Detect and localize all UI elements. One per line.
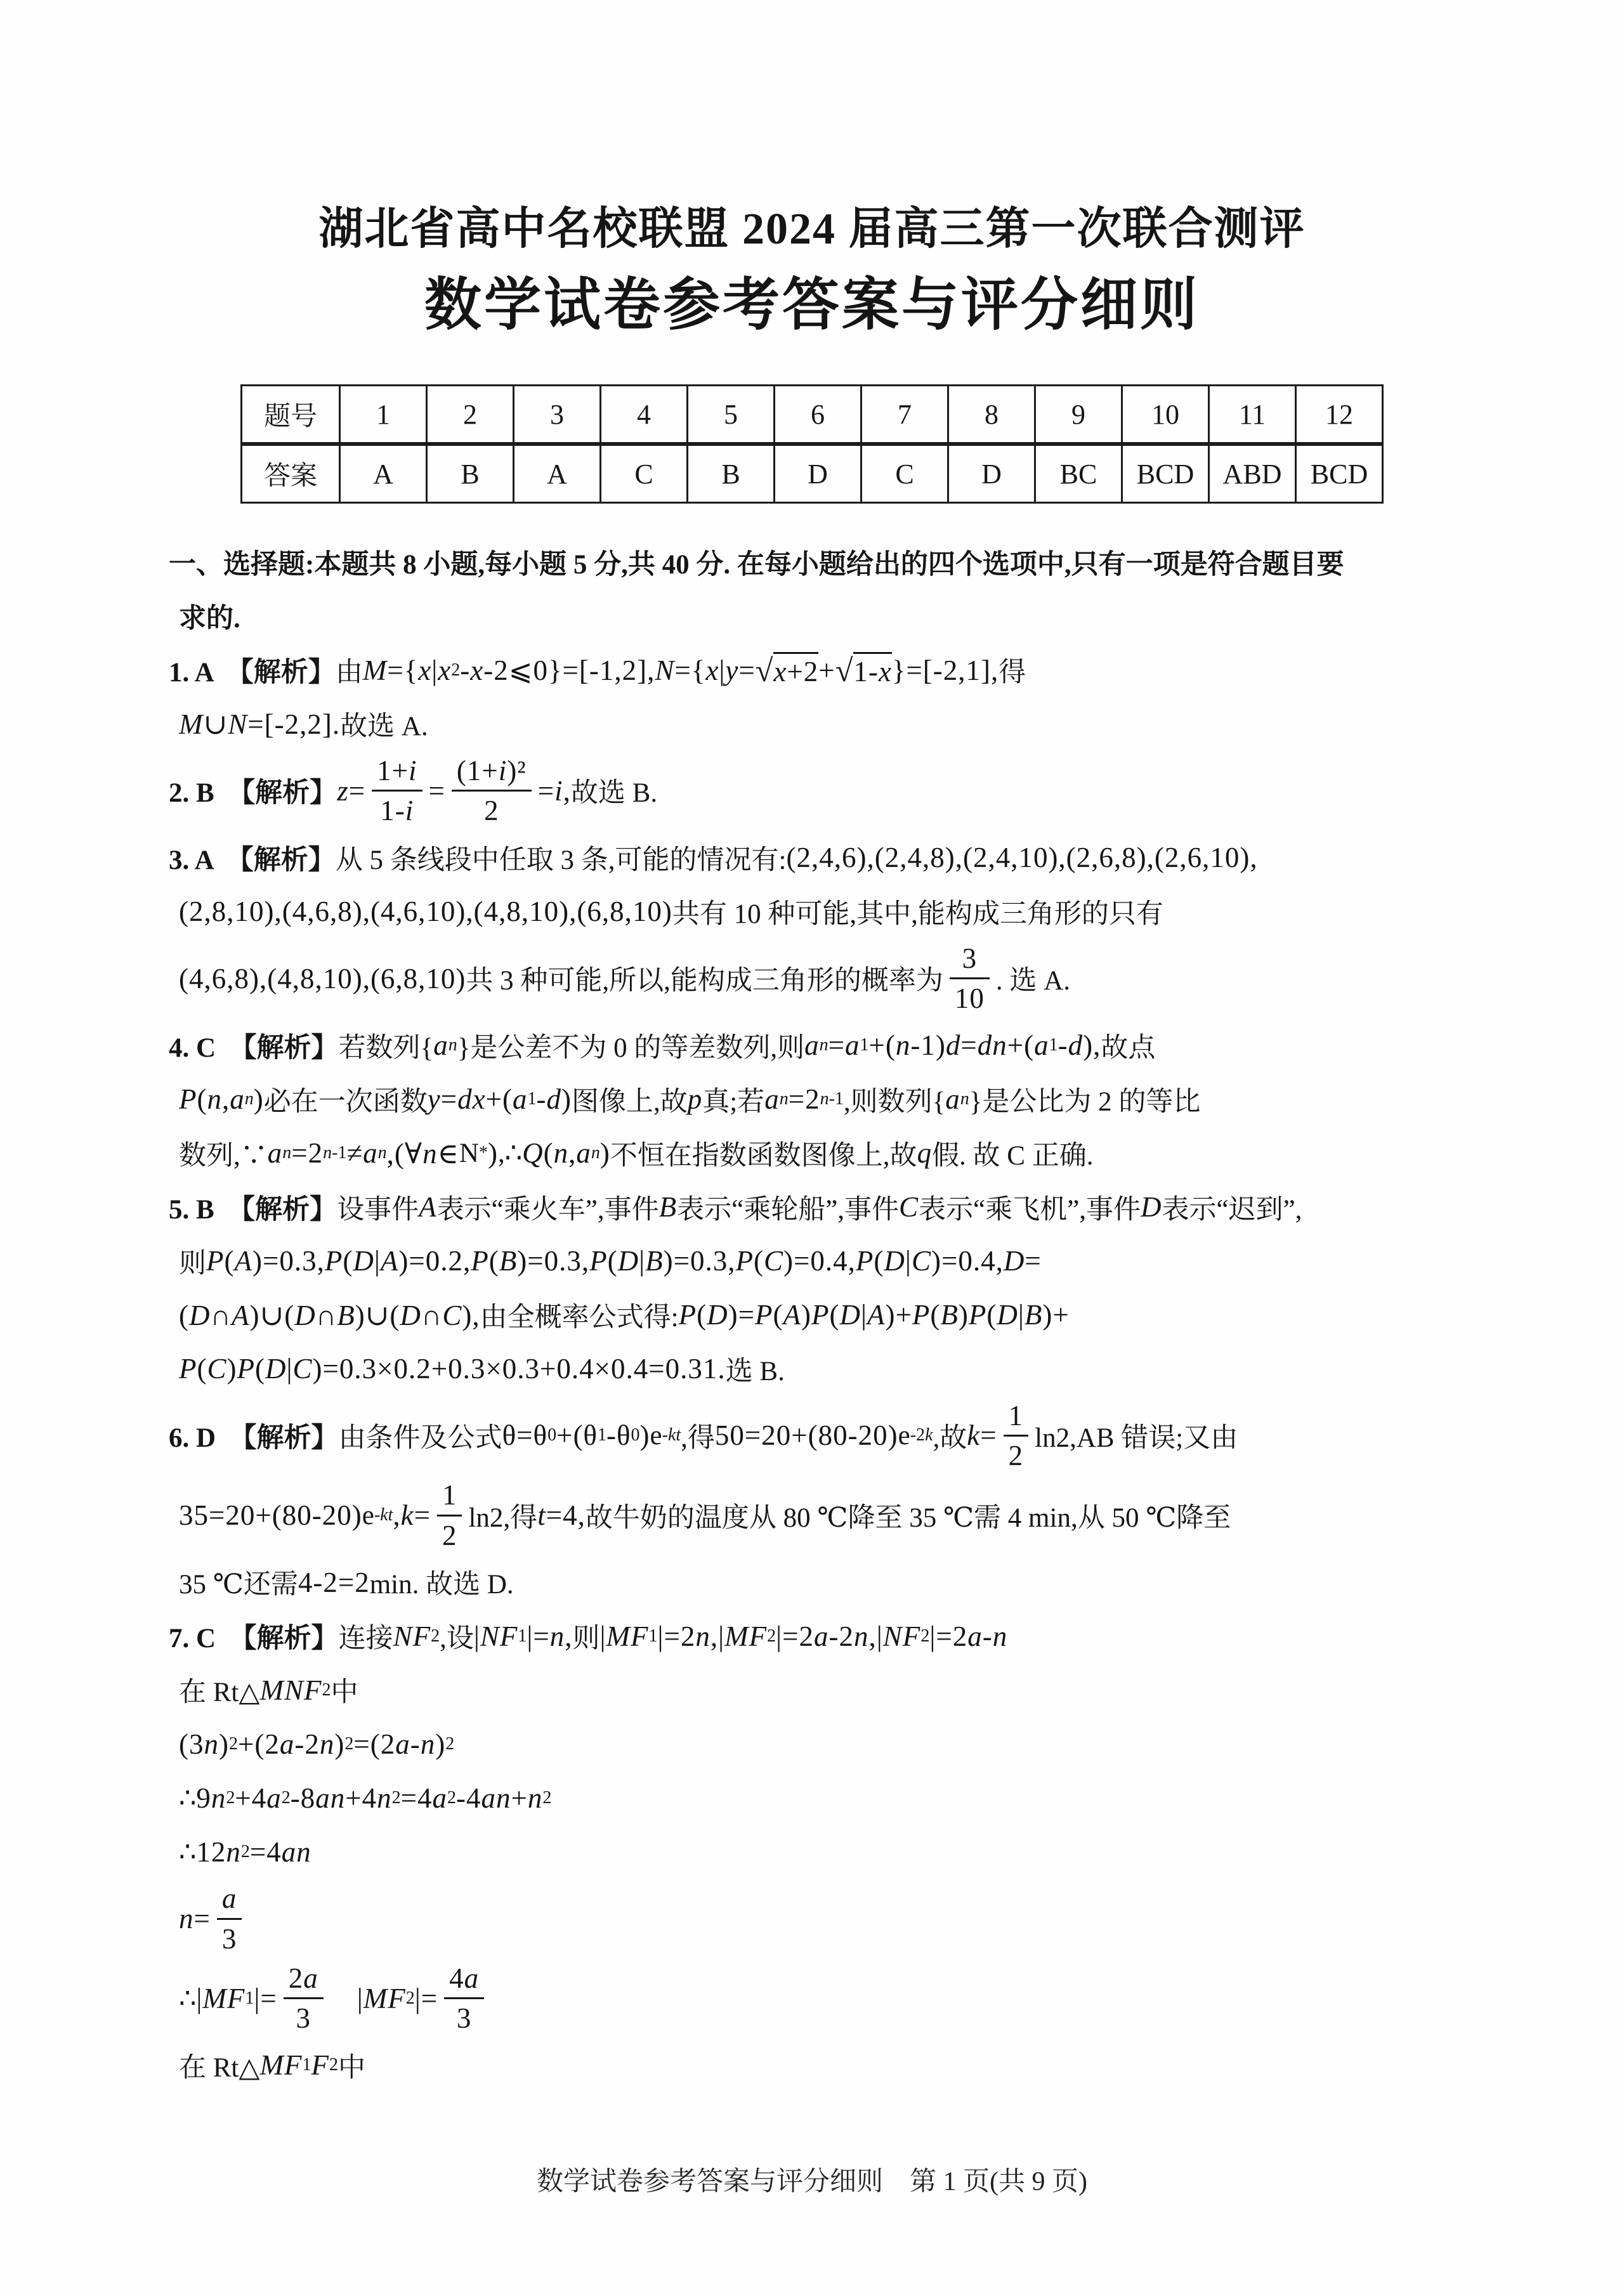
- solution-line: 7. C 【解析】 连接 NF 2 ,设 |NF 1 |=n, 则 |MF 1 |=2n,|MF 2 |=2a-2n,|NF 2 |=2a-n: [169, 1609, 1491, 1663]
- math: -θ: [606, 1419, 631, 1452]
- math: -8an+4n: [290, 1782, 392, 1814]
- math: (3n): [179, 1728, 229, 1760]
- question-number-cell: 3: [514, 386, 601, 445]
- question-number-cell: 11: [1209, 386, 1296, 445]
- math: =2: [788, 1083, 820, 1116]
- bold-text: 一、选择题:本题共 8 小题,每小题 5 分,共 40 分. 在每小题给出的四个选项中,只有一项是符合题目要: [169, 550, 1344, 580]
- math: ): [599, 1137, 610, 1170]
- solution-line: ∴ 9n 2 +4a 2 -8an+4n 2 =4a 2 -4an+n 2: [179, 1782, 552, 1814]
- text: 中: [337, 2052, 365, 2083]
- page-subtitle: 数学试卷参考答案与评分细则: [424, 274, 1200, 337]
- question-number-cell: 6: [775, 386, 861, 445]
- text: 必在一次函数: [263, 1086, 428, 1117]
- math: |=2n,|MF: [657, 1620, 768, 1652]
- text: 连接: [338, 1624, 393, 1654]
- bold-text: 求的.: [179, 604, 240, 634]
- text: ,故: [933, 1423, 967, 1453]
- text: 从 5 条线段中任取 3 条,可能的情况有:: [335, 845, 787, 875]
- math: t=4,: [537, 1499, 586, 1532]
- fraction-numerator: 3: [962, 942, 978, 974]
- math: k=: [967, 1419, 997, 1452]
- text: ,得: [681, 1423, 715, 1453]
- math: (2,8,10),(4,6,8),(4,6,10),(4,8,10),(6,8,10): [179, 896, 672, 928]
- text: 故牛奶的温度从 80 ℃降至 35 ℃需 4 min,从 50 ℃降至: [585, 1503, 1231, 1533]
- text: e: [650, 1420, 662, 1451]
- math: P(n,a: [179, 1083, 245, 1116]
- solution-line: 4. C 【解析】 若数列{ a n }是公差不为 0 的等差数列,则 a n =a 1 +(n-1)d=dn+(a 1 -d), 故点: [169, 1019, 1491, 1073]
- solution-line: (3n) 2 +(2a-2n) 2 =(2a-n) 2: [179, 1728, 455, 1760]
- text: }是公比为 2 的等比: [969, 1086, 1201, 1117]
- solution-line: ∴ |MF 1 |= $\frac{2a}{3}$ |MF 2 |= $\frac{4a}{3}$: [179, 1959, 1491, 2038]
- text: ∴: [179, 1837, 197, 1867]
- text: 若数列{: [338, 1033, 434, 1063]
- question-number-cell: 9: [1035, 386, 1122, 445]
- fraction-denominator: 3: [284, 1997, 324, 2034]
- solution-line: 数列,∵ a n =2 n-1 ≠a n ,(∀n∈ N * ) ,∴ Q(n,a n ) 不恒在指数函数图像上,故 q 假. 故 C 正确.: [179, 1126, 1491, 1180]
- math: =: [428, 774, 445, 807]
- bold-text: 1. A 【解析】: [169, 658, 336, 688]
- solution-line: P(n,a n ) 必在一次函数 y=dx+(a 1 -d) 图像上,故 p 真;若 a n =2 n-1 ,则数列{ a n }是公比为 2 的等比: [179, 1073, 1491, 1126]
- text: 设事件: [337, 1194, 419, 1225]
- fraction: [1004, 1400, 1029, 1472]
- solution-line: [179, 1555, 1491, 1609]
- title-block: [0, 0, 1624, 339]
- text: 表示“乘轮船”,事件: [677, 1194, 900, 1225]
- bold-text: 5. B 【解析】: [169, 1194, 337, 1225]
- math: =4a: [400, 1782, 448, 1814]
- text: 表示“迟到”,: [1162, 1194, 1302, 1225]
- text: ∴: [179, 1983, 197, 2014]
- solution-line: [179, 939, 1491, 1019]
- math: -d): [536, 1083, 572, 1116]
- text: 共 3 种可能,所以,能构成三角形的概率为: [466, 966, 943, 996]
- answer-cell: D: [948, 444, 1035, 503]
- radicand: x+2: [773, 652, 818, 688]
- math: -d),: [1058, 1029, 1101, 1062]
- math: |=: [254, 1982, 277, 2014]
- math: ): [253, 1083, 264, 1116]
- math: D: [1140, 1191, 1162, 1223]
- fraction: [950, 943, 990, 1015]
- text: 表示“乘飞机”,事件: [919, 1194, 1141, 1225]
- answer-cell: B: [427, 444, 514, 503]
- text: 由全概率公式得:: [480, 1302, 679, 1333]
- math: ,(∀n∈: [386, 1137, 459, 1170]
- fraction-numerator: 4a: [449, 1962, 480, 1994]
- math: A: [419, 1191, 437, 1223]
- bold-text: 3. A 【解析】: [169, 845, 336, 875]
- fraction-denominator: 2: [437, 1515, 462, 1551]
- text: N: [459, 1138, 479, 1168]
- answer-table-answer-row: [242, 444, 1383, 503]
- math: |=2a-n: [929, 1620, 1008, 1652]
- math: (2,4,6),(2,4,8),(2,4,10),(2,6,8),(2,6,10),: [786, 842, 1258, 874]
- math: MNF: [259, 1674, 322, 1706]
- radical-sign: √: [755, 652, 774, 688]
- math: +(θ: [556, 1419, 598, 1452]
- solutions: [0, 535, 1624, 2092]
- fraction: [444, 1962, 484, 2035]
- text: 在 Rt△: [179, 1678, 260, 1708]
- solution-line: [179, 697, 1491, 751]
- question-number-cell: 8: [948, 386, 1035, 445]
- text: ∴: [179, 1783, 197, 1813]
- math: 4-2=2: [298, 1566, 370, 1598]
- fraction: [452, 755, 532, 827]
- fraction-numerator: 1: [442, 1479, 457, 1511]
- answer-cell: A: [340, 444, 427, 503]
- answer-cell: A: [514, 444, 601, 503]
- math: (D∩A)∪(D∩B)∪(D∩C),: [179, 1299, 480, 1331]
- solution-line: [169, 1180, 1491, 1234]
- math: |MF: [357, 1982, 406, 2014]
- text: e: [898, 1420, 910, 1451]
- fraction-denominator: 3: [444, 1997, 484, 2034]
- answer-cell: D: [775, 444, 861, 503]
- question-number-cell: 10: [1122, 386, 1209, 445]
- answer-table-header-row: [242, 386, 1383, 445]
- math: =4an: [249, 1836, 311, 1868]
- math: =(2a-n): [353, 1728, 446, 1760]
- text: . 选 A.: [995, 966, 1070, 996]
- fraction: [217, 1882, 242, 1955]
- text: 由条件及公式: [338, 1423, 502, 1453]
- answer-table-body: [242, 386, 1383, 503]
- text: ln2,AB 错误;又由: [1035, 1423, 1238, 1453]
- math: a: [267, 1137, 283, 1170]
- math: 9n: [196, 1782, 226, 1814]
- math: NF: [393, 1620, 431, 1652]
- fraction-denominator: 3: [217, 1918, 242, 1955]
- math: |NF: [473, 1620, 518, 1652]
- answer-cell: BC: [1035, 444, 1122, 503]
- square-root: [756, 652, 819, 689]
- fraction: [284, 1962, 324, 2035]
- answer-cell: ABD: [1209, 444, 1296, 503]
- math: +(n-1)d=dn+(a: [868, 1029, 1049, 1062]
- text: ln2,得: [468, 1503, 538, 1533]
- text: 数列,∵: [179, 1140, 268, 1171]
- bold-text: 6. D 【解析】: [169, 1423, 339, 1453]
- solution-line: 6. D 【解析】 由条件及公式 θ=θ 0 +(θ 1 -θ 0 ) e -kt ,得 50=20+(80-20) e -2k ,故 k= $\frac{1}{2}$ ln2,AB 错误;又由: [169, 1399, 1238, 1471]
- math: a: [945, 1083, 960, 1116]
- text: 中: [331, 1678, 358, 1708]
- math: |=2a-2n,|NF: [776, 1620, 921, 1652]
- math: P(A)=0.3,P(D|A)=0.2,P(B)=0.3,P(D|B)=0.3,P(C)=0.4,P(D|C)=0.4,D=: [206, 1245, 1042, 1277]
- text: 则: [179, 1248, 206, 1279]
- fraction-denominator: 2: [452, 790, 532, 826]
- answer-label: 答案: [242, 444, 340, 503]
- solution-line: [179, 1879, 1491, 1959]
- page-footer: 数学试卷参考答案与评分细则 第 1 页(共 9 页): [537, 2167, 1087, 2196]
- solution-line: [179, 589, 1491, 643]
- text: ,∴: [497, 1138, 523, 1169]
- fraction-denominator: 2: [1004, 1435, 1029, 1471]
- solution-line: [169, 831, 1491, 885]
- text: 共有 10 种可能,其中,能构成三角形的只有: [672, 899, 1163, 929]
- math: a: [433, 1029, 449, 1062]
- solution-line: [179, 885, 1491, 939]
- text: ,设: [440, 1624, 474, 1654]
- bold-text: 7. C 【解析】: [169, 1624, 339, 1654]
- math: P(C)P(D|C)=0.3×0.2+0.3×0.3+0.4×0.4=0.31.: [179, 1353, 726, 1385]
- math: M∪N=[-2,2].: [179, 708, 341, 740]
- text: 35 ℃还需: [179, 1570, 298, 1600]
- math: q: [917, 1137, 933, 1170]
- math: 35=20+(80-20): [179, 1499, 362, 1532]
- answer-cell: C: [861, 444, 948, 503]
- text: 则: [572, 1624, 600, 1654]
- math: |MF: [599, 1620, 649, 1652]
- text: 表示“乘火车”,事件: [436, 1194, 659, 1225]
- text: }是公差不为 0 的等差数列,则: [457, 1033, 805, 1063]
- math: 50=20+(80-20): [714, 1419, 898, 1452]
- question-number-cell: 7: [861, 386, 948, 445]
- answer-cell: C: [601, 444, 688, 503]
- text: 故选 A.: [340, 712, 428, 741]
- math: Q(n,a: [522, 1137, 591, 1170]
- question-number-label: 题号: [242, 386, 340, 445]
- solution-line: 在 Rt△ MF 1 F 2 中: [179, 2038, 1491, 2092]
- math: p: [687, 1083, 703, 1116]
- math: =i,: [537, 774, 571, 807]
- text: 选 B.: [725, 1356, 785, 1386]
- text: 故选 B.: [570, 778, 658, 809]
- text: 故点: [1101, 1033, 1156, 1063]
- fraction: [372, 755, 422, 827]
- radicand: 1-x: [853, 652, 891, 688]
- fraction-numerator: (1+i)²: [456, 755, 527, 786]
- text: 假. 故 C 正确.: [932, 1140, 1094, 1171]
- math: +(2a-2n): [238, 1728, 345, 1760]
- solution-line: [169, 751, 1491, 831]
- math: -4an+n: [456, 1782, 543, 1814]
- text: 不恒在指数函数图像上,故: [610, 1140, 917, 1171]
- text: ,则数列{: [843, 1086, 946, 1117]
- math: +4a: [235, 1782, 282, 1814]
- text: 得: [999, 658, 1026, 688]
- math: C: [899, 1191, 919, 1223]
- text: 由: [335, 658, 363, 688]
- math: (4,6,8),(4,8,10),(6,8,10): [179, 962, 466, 995]
- math: F: [311, 2049, 329, 2082]
- text: 图像上,故: [571, 1086, 688, 1117]
- solution-line: [169, 535, 1491, 589]
- solution-line: [179, 1234, 1491, 1288]
- text: 真;若: [702, 1086, 765, 1117]
- math: P(D)=P(A)P(D|A)+P(B)P(D|B)+: [678, 1299, 1070, 1331]
- solution-line: 1. A 【解析】 由 M={x|x 2 -x-2⩽0}=[-1,2],N={x|y= √x+2 + √1-x }=[-2,1], 得: [169, 643, 1491, 697]
- bold-text: 2. B 【解析】: [169, 778, 337, 809]
- fraction-numerator: 1+i: [377, 755, 417, 786]
- math: -x-2⩽0}=[-1,2],N={x|y=: [460, 655, 756, 686]
- math: a: [804, 1029, 820, 1062]
- text: e: [362, 1500, 374, 1530]
- answer-cell: B: [688, 444, 775, 503]
- solution-line: [179, 1342, 1491, 1396]
- math: n=: [179, 1903, 211, 1935]
- question-number-cell: 1: [340, 386, 427, 445]
- fraction: [437, 1479, 462, 1551]
- math: |=: [414, 1982, 438, 2014]
- math: M={x|x: [362, 654, 452, 686]
- math: +: [818, 654, 835, 686]
- text: min. 故选 D.: [369, 1570, 514, 1600]
- solution-line: [179, 1288, 1491, 1342]
- math: a: [764, 1083, 780, 1116]
- math: =2: [291, 1137, 324, 1170]
- math: B: [658, 1191, 678, 1223]
- fraction-numerator: 1: [1008, 1399, 1024, 1432]
- text: [330, 1979, 357, 2018]
- solution-line: 在 Rt△ MNF 2 中: [179, 1663, 1491, 1717]
- question-number-cell: 2: [427, 386, 514, 445]
- math: 12n: [196, 1836, 241, 1868]
- math: =a: [828, 1029, 860, 1062]
- fraction-denominator: 1-i: [372, 790, 422, 826]
- solution-line: 35=20+(80-20) e -kt ,k= $\frac{1}{2}$ ln2,得 t=4, 故牛奶的温度从 80 ℃降至 35 ℃需 4 min,从 50 ℃降至: [179, 1479, 1231, 1551]
- radical-sign: √: [835, 652, 854, 688]
- question-number-cell: 5: [688, 386, 775, 445]
- square-root: [835, 652, 892, 689]
- answer-table: [240, 384, 1384, 504]
- question-number-cell: 4: [601, 386, 688, 445]
- math: |=n,: [527, 1620, 573, 1652]
- math: ): [639, 1419, 650, 1452]
- math: ,k=: [393, 1499, 431, 1532]
- math: MF: [259, 2049, 303, 2082]
- fraction-numerator: 2a: [288, 1962, 318, 1994]
- answer-cell: BCD: [1296, 444, 1383, 503]
- math: y=dx+(a: [427, 1083, 528, 1116]
- fraction-numerator: a: [221, 1882, 237, 1915]
- math: z=: [337, 774, 366, 807]
- bold-text: 4. C 【解析】: [169, 1033, 339, 1063]
- math: ): [487, 1137, 498, 1170]
- text: 在 Rt△: [179, 2052, 260, 2083]
- math: }=[-2,1],: [891, 654, 999, 686]
- math: |MF: [196, 1982, 246, 2014]
- fraction-denominator: 10: [950, 977, 990, 1014]
- math: θ=θ: [502, 1419, 548, 1452]
- math: ≠a: [346, 1137, 378, 1170]
- answer-cell: BCD: [1122, 444, 1209, 503]
- page-title: 湖北省高中名校联盟 2024 届高三第一次联合测评: [318, 205, 1306, 254]
- solution-line: ∴ 12n 2 =4an: [179, 1836, 311, 1868]
- question-number-cell: 12: [1296, 386, 1383, 445]
